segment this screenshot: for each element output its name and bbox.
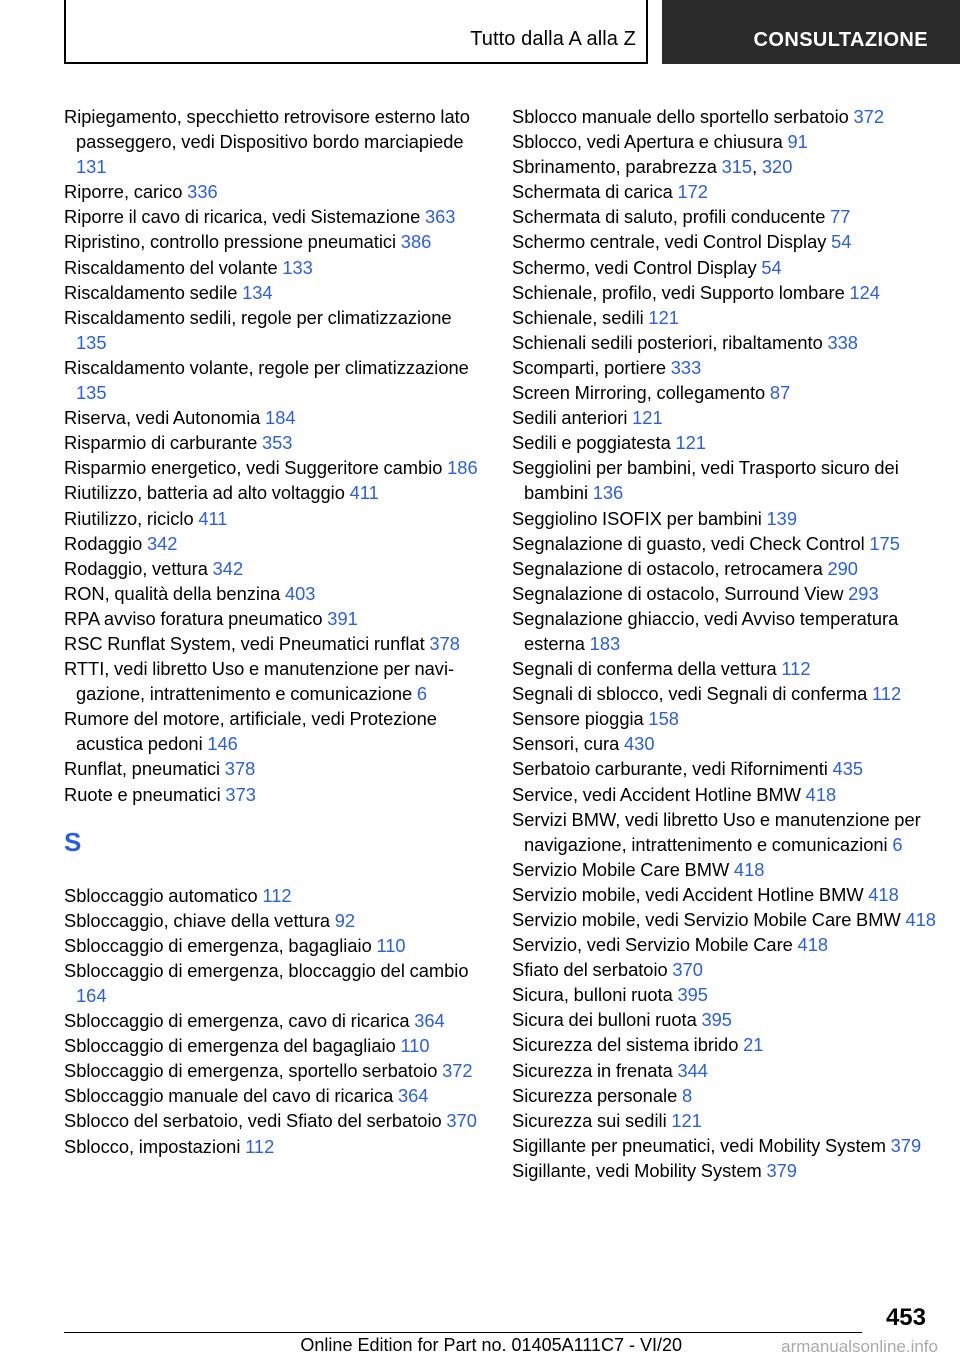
index-entry <box>64 1108 484 1133</box>
header-underline <box>66 62 648 64</box>
index-entry-term: Rodaggio, vettura <box>64 557 208 579</box>
page-reference-link[interactable]: 112 <box>872 683 902 705</box>
index-entry <box>64 455 484 480</box>
index-entry <box>64 606 484 631</box>
page-reference-link[interactable]: 175 <box>869 532 900 554</box>
page-reference-link[interactable]: 363 <box>424 206 456 228</box>
index-entry-term: Servizio Mobile Care BMW <box>512 858 730 880</box>
page-reference-link[interactable]: 418 <box>868 883 899 905</box>
index-entry <box>512 957 942 982</box>
index-entry <box>512 330 942 355</box>
index-entry-term: Ripristino, controllo pressione pneumatici <box>64 231 397 253</box>
page-reference-link[interactable]: 121 <box>675 432 706 454</box>
page-reference-link[interactable]: 112 <box>262 884 292 906</box>
index-entry <box>64 355 484 405</box>
page-reference-link[interactable]: 386 <box>400 231 432 253</box>
index-entry-term: Sblocco, vedi Apertura e chiusura <box>512 131 783 153</box>
page-reference-link[interactable]: 342 <box>212 557 244 579</box>
page-reference-link[interactable]: 411 <box>198 507 228 529</box>
chapter-tab <box>662 0 960 64</box>
page-number: 453 <box>885 1304 926 1331</box>
index-entry <box>64 179 484 204</box>
page-reference-link[interactable]: 110 <box>400 1035 430 1057</box>
index-entry-term: Sicurezza del sistema ibrido <box>512 1034 739 1056</box>
index-entry <box>512 807 942 857</box>
index-entry-term: Sbloccaggio di emergenza, cavo di ricarica <box>64 1010 410 1032</box>
index-entry <box>512 681 942 706</box>
index-entry-term: Schienale, sedili <box>512 306 644 328</box>
index-entry-term: Schermo, vedi Control Display <box>512 256 757 278</box>
index-entry-term: Ripiegamento, specchietto retrovisore esterno lato passeggero, vedi Dispositivo bordo marciapiede <box>64 106 470 153</box>
index-entry <box>512 907 942 932</box>
index-entry <box>512 280 942 305</box>
index-entry <box>512 430 942 455</box>
index-entry-term: Riscaldamento volante, regole per climatizzazione <box>64 356 469 378</box>
index-entry: Sbrinamento, parabrezza 315, 320 <box>512 156 793 178</box>
page-reference-link[interactable]: 378 <box>224 758 256 780</box>
index-entry <box>64 1134 484 1159</box>
page-reference-link[interactable]: 183 <box>589 632 621 654</box>
index-entry <box>64 255 484 280</box>
page-reference-link[interactable]: 112 <box>245 1135 275 1157</box>
index-entry <box>512 882 942 907</box>
index-entry-term: Segnalazione ghiaccio, vedi Avviso temperatura esterna <box>512 607 899 654</box>
page-reference-link[interactable]: 372 <box>853 106 885 127</box>
page-reference-link[interactable]: 146 <box>207 733 238 755</box>
page-reference-link[interactable]: 110 <box>376 934 406 956</box>
page-reference-link[interactable]: 77 <box>830 206 851 228</box>
index-entry <box>512 1133 942 1158</box>
page-reference-link[interactable]: 418 <box>733 858 765 880</box>
index-entry-term: Riscaldamento del volante <box>64 256 278 278</box>
section-title: Tutto dalla A alla Z <box>470 28 636 50</box>
page-reference-link[interactable]: 353 <box>261 432 293 454</box>
index-entry-term: Sblocco manuale dello sportello serbatoio <box>512 106 849 127</box>
edition-note: Online Edition for Part no. 01405A111C7 - VI/20 <box>300 1335 682 1355</box>
index-entry-term: Schermata di carica <box>512 181 673 203</box>
page-reference-link[interactable]: 364 <box>414 1010 445 1032</box>
index-entry-term: Rodaggio <box>64 532 143 554</box>
page-reference-link[interactable]: 395 <box>677 984 708 1006</box>
page-reference-link[interactable]: 336 <box>187 181 218 203</box>
page-reference-link[interactable]: 342 <box>146 532 178 554</box>
index-entry <box>64 480 484 505</box>
page-reference-link[interactable]: 418 <box>805 783 837 805</box>
page-reference-link[interactable]: 372 <box>442 1060 473 1082</box>
index-entry-term: Segnalazione di ostacolo, retrocamera <box>512 557 823 579</box>
index-entry <box>64 1008 484 1033</box>
index-entry <box>512 932 942 957</box>
index-entry <box>512 1108 942 1133</box>
page-reference-link[interactable]: 395 <box>701 1009 732 1031</box>
index-entry-term: Seggiolini per bambini, vedi Trasporto sicuro dei bambini <box>512 457 899 504</box>
index-entry-term: Sicurezza in frenata <box>512 1059 673 1081</box>
index-entry <box>512 1158 942 1183</box>
page-reference-link[interactable]: 370 <box>446 1110 477 1132</box>
index-entry <box>512 731 942 756</box>
index-entry-term: RON, qualità della benzina <box>64 582 281 604</box>
index-entry-term: Schermata di saluto, profili conducente <box>512 206 826 228</box>
index-entry-term: Sicurezza personale <box>512 1084 678 1106</box>
page-reference-link[interactable]: 133 <box>282 256 313 278</box>
index-entry <box>64 706 484 756</box>
page-reference-link[interactable]: 121 <box>671 1109 702 1131</box>
chapter-tab-label: CONSULTAZIONE <box>753 29 928 51</box>
footer-rule <box>64 1332 862 1333</box>
page-reference-link[interactable]: 121 <box>632 407 663 429</box>
page-reference-link[interactable]: 293 <box>848 582 879 604</box>
page-reference-link[interactable]: 134 <box>242 281 273 303</box>
page-reference-link[interactable]: 54 <box>761 256 782 278</box>
index-entry <box>512 506 942 531</box>
index-entry-term: Sicurezza sui sedili <box>512 1109 667 1131</box>
page-reference-link[interactable]: 338 <box>827 331 858 353</box>
index-entry-term: Sbloccaggio di emergenza, bagagliaio <box>64 934 372 956</box>
index-entry <box>512 229 942 254</box>
index-entry-term: Sblocco del serbatoio, vedi Sfiato del serbatoio <box>64 1110 442 1132</box>
page-reference-link[interactable]: 184 <box>265 407 296 429</box>
index-entry <box>512 782 942 807</box>
index-entry-term: Riserva, vedi Autonomia <box>64 407 261 429</box>
index-entry-term: Servizio mobile, vedi Servizio Mobile Care BMW <box>512 909 901 930</box>
index-entry-term: Segnali di conferma della vettura <box>512 658 777 680</box>
page-reference-link[interactable]: 418 <box>905 909 936 930</box>
index-entry-term: Servizio, vedi Servizio Mobile Care <box>512 934 793 956</box>
index-column-right <box>512 104 942 1183</box>
page-reference-link[interactable]: 186 <box>447 457 478 479</box>
page-reference-link[interactable]: 378 <box>429 632 460 654</box>
index-entry-term: Riscaldamento sedile <box>64 281 238 303</box>
index-entry <box>512 556 942 581</box>
index-entry-term: Ruote e pneumatici <box>64 783 221 805</box>
index-entry <box>512 405 942 430</box>
index-entry-term: Runflat, pneumatici <box>64 758 221 780</box>
page-reference-link[interactable]: 136 <box>592 482 624 504</box>
page-reference-link[interactable]: 87 <box>769 382 791 404</box>
index-entry-term: Sbloccaggio automatico <box>64 884 258 906</box>
index-entry <box>64 506 484 531</box>
index-entry-term: Sigillante per pneumatici, vedi Mobility System <box>512 1134 886 1156</box>
index-entry-term: RSC Runflat System, vedi Pneumatici runflat <box>64 632 425 654</box>
index-entry-term: Sblocco, impostazioni <box>64 1135 241 1157</box>
index-entry <box>512 756 942 781</box>
index-entry <box>512 606 942 656</box>
page-reference-link[interactable]: 320 <box>761 156 793 178</box>
index-entry-term: Riutilizzo, riciclo <box>64 507 194 529</box>
page-reference-link[interactable]: 21 <box>743 1034 764 1056</box>
index-entry-term: Sbloccaggio di emergenza, sportello serbatoio <box>64 1060 438 1082</box>
index-entry <box>64 1033 484 1058</box>
index-entry <box>512 857 942 882</box>
index-entry-term: Segnalazione di ostacolo, Surround View <box>512 582 844 604</box>
page-reference-link[interactable]: 135 <box>76 331 107 353</box>
index-entry-term: Servizi BMW, vedi libretto Uso e manutenzione per navigazione, intrattenimento e comunicazioni <box>512 808 921 855</box>
index-entry <box>64 531 484 556</box>
header-left-rule <box>64 0 66 64</box>
index-entry <box>512 1083 942 1108</box>
page-reference-link[interactable]: 91 <box>787 131 808 153</box>
index-entry <box>64 405 484 430</box>
index-entry <box>64 229 484 254</box>
index-entry <box>64 933 484 958</box>
index-entry-term: Scomparti, portiere <box>512 356 667 378</box>
page-reference-link[interactable]: 333 <box>670 356 702 378</box>
page-reference-link[interactable]: 364 <box>397 1085 429 1107</box>
page-reference-link[interactable]: 121 <box>648 306 679 328</box>
page-reference-link[interactable]: 6 <box>416 683 428 705</box>
index-entry <box>512 305 942 330</box>
page-reference-link[interactable]: 430 <box>624 733 655 755</box>
page-reference-link[interactable]: 131 <box>76 156 107 178</box>
index-entry-term: Schermo centrale, vedi Control Display <box>512 231 827 253</box>
index-entry <box>512 531 942 556</box>
index-entry-term: Risparmio di carburante <box>64 432 258 454</box>
index-entry-term: Serbatoio carburante, vedi Rifornimenti <box>512 758 828 780</box>
watermark: armanualsonline.info <box>781 1337 938 1356</box>
page-reference-link[interactable]: 435 <box>832 758 864 780</box>
index-entry-term: Rumore del motore, artificiale, vedi Protezione acustica pedoni <box>64 708 437 755</box>
index-entry <box>512 1032 942 1057</box>
header-right-rule <box>646 0 648 64</box>
page-reference-link[interactable]: 6 <box>892 833 903 855</box>
index-entry-term: Seggiolino ISOFIX per bambini <box>512 507 762 529</box>
index-entry <box>512 104 942 129</box>
index-entry <box>64 204 484 229</box>
page-reference-link[interactable]: 379 <box>766 1159 797 1181</box>
index-entry-term: Screen Mirroring, collegamento <box>512 382 766 404</box>
index-entry-term: Segnalazione di guasto, vedi Check Control <box>512 532 865 554</box>
index-entry <box>512 179 942 204</box>
index-entry <box>64 958 484 1008</box>
index-entry <box>512 581 942 606</box>
index-letter-heading: S <box>64 826 82 857</box>
index-entry <box>512 255 942 280</box>
index-entry-term: Sedili e poggiatesta <box>512 432 671 454</box>
index-entry <box>64 1083 484 1108</box>
page-reference-link[interactable]: 379 <box>890 1134 922 1156</box>
index-entry <box>512 1058 942 1083</box>
index-entry-term: Sicura, bulloni ruota <box>512 984 673 1006</box>
page-reference-link[interactable]: 403 <box>284 582 316 604</box>
index-entry <box>64 305 484 355</box>
index-entry-term: Sicura dei bulloni ruota <box>512 1009 697 1031</box>
index-entry-term: Sbloccaggio di emergenza del bagagliaio <box>64 1035 396 1057</box>
page-reference-link[interactable]: 373 <box>225 783 256 805</box>
index-entry-term: Sbloccaggio di emergenza, bloccaggio del cambio <box>64 959 469 981</box>
index-entry <box>64 782 484 807</box>
index-column-left <box>64 104 484 1159</box>
index-entry <box>512 982 942 1007</box>
page-reference-link[interactable]: 139 <box>766 507 797 529</box>
index-entry-term: Sigillante, vedi Mobility System <box>512 1159 762 1181</box>
index-entry-term: Sbrinamento, parabrezza <box>512 156 717 178</box>
index-entry-term: RTTI, vedi libretto Uso e manutenzione per navigazione, intrattenimento e comunicazione <box>64 658 455 705</box>
index-entry <box>512 355 942 380</box>
index-entry-term: Sfiato del serbatoio <box>512 959 668 981</box>
index-entry <box>64 1058 484 1083</box>
index-entry-term: Riporre il cavo di ricarica, vedi Sistemazione <box>64 206 421 228</box>
index-entry-term: Schienale, profilo, vedi Supporto lombare <box>512 281 845 303</box>
index-entry-term: RPA avviso foratura pneumatico <box>64 607 323 629</box>
page-reference-link[interactable]: 418 <box>797 934 829 956</box>
page-reference-link[interactable]: 92 <box>334 909 356 931</box>
index-entry-term: Sedili anteriori <box>512 407 628 429</box>
page-reference-link[interactable]: 124 <box>849 281 880 303</box>
index-entry <box>64 883 484 908</box>
index-entry-term: Service, vedi Accident Hotline BMW <box>512 783 801 805</box>
page-reference-link[interactable]: 290 <box>827 557 858 579</box>
index-entry-term: Riporre, carico <box>64 181 183 203</box>
index-entry-term: Risparmio energetico, vedi Suggeritore cambio <box>64 457 443 479</box>
index-entry-term: Schienali sedili posteriori, ribaltamento <box>512 331 823 353</box>
page-reference-link[interactable]: 164 <box>76 985 107 1006</box>
index-entry-term: Segnali di sblocco, vedi Segnali di conferma <box>512 683 868 705</box>
page-reference-link[interactable]: 54 <box>831 231 852 253</box>
index-entry <box>512 706 942 731</box>
index-entry-term: Sbloccaggio, chiave della vettura <box>64 909 331 931</box>
page-reference-link[interactable]: 112 <box>781 658 811 680</box>
page-reference-link[interactable]: 315 <box>721 156 753 178</box>
page-reference-link[interactable]: 135 <box>76 382 107 404</box>
page-reference-link[interactable]: 158 <box>648 708 679 730</box>
index-entry-term: Sensore pioggia <box>512 708 644 730</box>
page-reference-link[interactable]: 370 <box>672 959 703 981</box>
index-entry <box>64 656 484 706</box>
index-entry-term: Servizio mobile, vedi Accident Hotline BMW <box>512 883 864 905</box>
index-entry <box>512 380 942 405</box>
index-entry <box>512 656 942 681</box>
index-entry <box>512 455 942 505</box>
index-entry <box>512 1007 942 1032</box>
index-entry-term: Riscaldamento sedili, regole per climatizzazione <box>64 306 452 328</box>
index-entry <box>64 104 484 179</box>
index-entry <box>512 129 942 154</box>
index-entry-term: Sensori, cura <box>512 733 620 755</box>
index-entry <box>512 204 942 229</box>
page-reference-link[interactable]: 172 <box>677 181 708 203</box>
page-reference-link[interactable]: 411 <box>349 482 379 504</box>
index-entry <box>64 756 484 781</box>
index-entry <box>64 430 484 455</box>
index-entry-term: Sbloccaggio manuale del cavo di ricarica <box>64 1085 394 1107</box>
index-entry-term: Riutilizzo, batteria ad alto voltaggio <box>64 482 345 504</box>
page-reference-link[interactable]: 8 <box>681 1084 693 1106</box>
page-reference-link[interactable]: 344 <box>677 1059 708 1081</box>
index-entry <box>64 556 484 581</box>
page-reference-link[interactable]: 391 <box>327 607 358 629</box>
index-entry <box>64 631 484 656</box>
index-entry <box>64 908 484 933</box>
index-entry <box>64 581 484 606</box>
index-entry <box>64 280 484 305</box>
